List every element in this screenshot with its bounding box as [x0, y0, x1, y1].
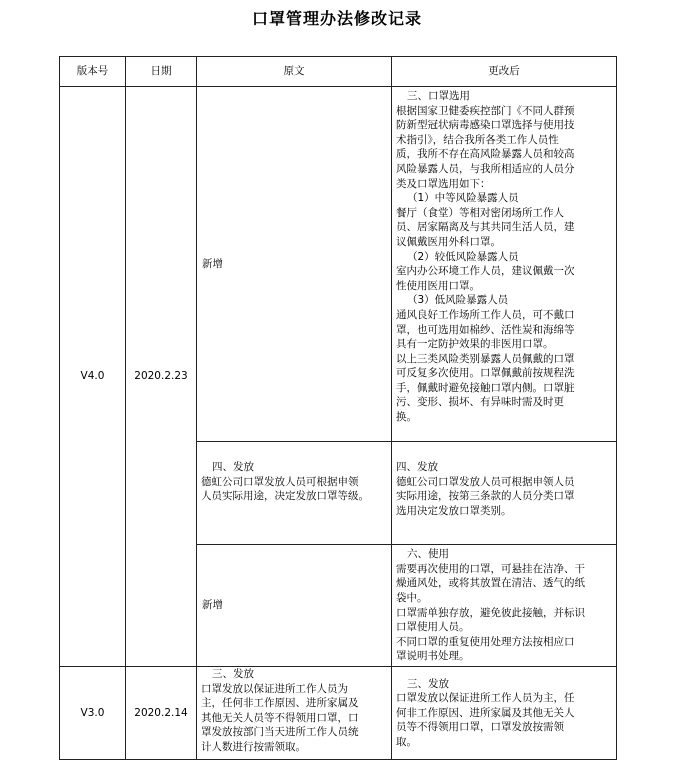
text-line: 何非工作原因、进所家属及其他无关人	[396, 706, 575, 719]
text-line: 性使用医用口罩。	[396, 279, 480, 292]
revision-table	[59, 56, 617, 760]
text-line: 员等不得领用口罩，口罩发放按需领	[396, 721, 564, 734]
text-line: 质，我所不存在高风险暴露人员和较高	[396, 148, 575, 161]
header-row	[60, 57, 617, 87]
header-original: 原文	[197, 57, 392, 87]
text-line: 三、发放	[407, 677, 449, 690]
text-line: 员、居家隔离及与其共同生活人员，建	[396, 221, 575, 234]
text-line: 口罩发放以保证进所工作人员为	[201, 682, 348, 695]
version-cell: V4.0	[60, 87, 126, 667]
text-line: 四、发放	[396, 461, 438, 473]
text-line: 手，佩戴时避免接触口罩内侧。口罩脏	[396, 381, 575, 394]
text-line: 通风良好工作场所工作人员，可不戴口	[396, 308, 575, 321]
text-line: 罩发放按部门当天进所工作人员统	[201, 726, 359, 739]
text-line: 燥通风处，或将其放置在清洁、透气的纸	[396, 577, 585, 590]
original-cell	[197, 667, 392, 760]
text-line: 计人数进行按需领取。	[201, 740, 306, 753]
text-line: 选用决定发放口罩类别。	[396, 504, 512, 517]
header-date: 日期	[126, 57, 197, 87]
text-line: 污、变形、损坏、有异味时需及时更	[396, 396, 564, 409]
text-line: 三、口罩选用	[407, 90, 470, 102]
text-line: 罩说明书处理。	[396, 650, 470, 663]
text-line: 德虹公司口罩发放人员可根据申领	[201, 475, 359, 488]
text-line: 可反复多次使用。口罩佩戴前按规程洗	[396, 367, 575, 380]
text-line: 人员实际用途，决定发放口罩等级。	[201, 490, 369, 503]
text-line: 主，任何非工作原因、进所家属及	[201, 697, 359, 710]
text-line: 类及口罩选用如下：	[396, 177, 491, 190]
revised-cell	[392, 545, 617, 667]
original-cell: 新增	[197, 87, 392, 442]
revised-cell	[392, 87, 617, 442]
text-line: 其他无关人员等不得领用口罩，口	[201, 711, 359, 724]
text-line: （1）中等风险暴露人员	[407, 192, 519, 205]
text-line: 不同口罩的重复使用处理方法按相应口	[396, 635, 575, 648]
text-line: 口罩使用人员。	[396, 621, 470, 634]
text-line: 六、使用	[407, 548, 449, 561]
text-line: （3）低风险暴露人员	[407, 294, 509, 307]
version-cell: V3.0	[60, 667, 126, 760]
header-revised: 更改后	[392, 57, 617, 87]
text-line: 室内办公环境工作人员，建议佩戴一次	[396, 265, 575, 278]
text-line: 餐厅（食堂）等相对密闭场所工作人	[396, 206, 564, 219]
text-line: 根据国家卫健委疾控部门《不同人群预	[396, 104, 575, 117]
text-line: 口罩需单独存放，避免彼此接触，并标识	[396, 606, 585, 619]
text-line: 三、发放	[212, 668, 254, 680]
text-line: （2）较低风险暴露人员	[407, 250, 519, 263]
text-line: 换。	[396, 411, 417, 424]
text-line: 术指引》，结合我所各类工作人员性	[396, 133, 559, 146]
text-line: 防新型冠状病毒感染口罩选择与使用技	[396, 119, 575, 132]
text-line: 实际用途，按第三条款的人员分类口罩	[396, 490, 575, 503]
header-version: 版本号	[60, 57, 126, 87]
date-cell: 2020.2.14	[126, 667, 197, 760]
text-line: 口罩发放以保证进所工作人员为主，任	[396, 692, 575, 705]
page-title: 口罩管理办法修改记录	[251, 9, 422, 28]
text-line: 四、发放	[212, 461, 254, 473]
text-line: 风险暴露人员，与我所相适应的人员分	[396, 162, 575, 175]
text-line: 取。	[396, 735, 417, 748]
table-row	[60, 667, 617, 760]
revised-cell	[392, 667, 617, 760]
text-line: 袋中。	[396, 591, 428, 604]
text-line: 具有一定防护效果的非医用口罩。	[396, 338, 554, 351]
revised-cell	[392, 442, 617, 545]
text-line: 议佩戴医用外科口罩。	[396, 235, 501, 248]
text-line: 以上三类风险类别暴露人员佩戴的口罩	[396, 352, 575, 365]
text-line: 德虹公司口罩发放人员可根据申领人员	[396, 475, 575, 488]
original-cell: 新增	[197, 545, 392, 667]
text-line: 罩，也可选用如棉纱、活性炭和海绵等	[396, 323, 575, 336]
date-cell: 2020.2.23	[126, 87, 197, 667]
original-cell	[197, 442, 392, 545]
table-row	[60, 87, 617, 442]
text-line: 需要再次使用的口罩，可悬挂在洁净、干	[396, 562, 585, 575]
